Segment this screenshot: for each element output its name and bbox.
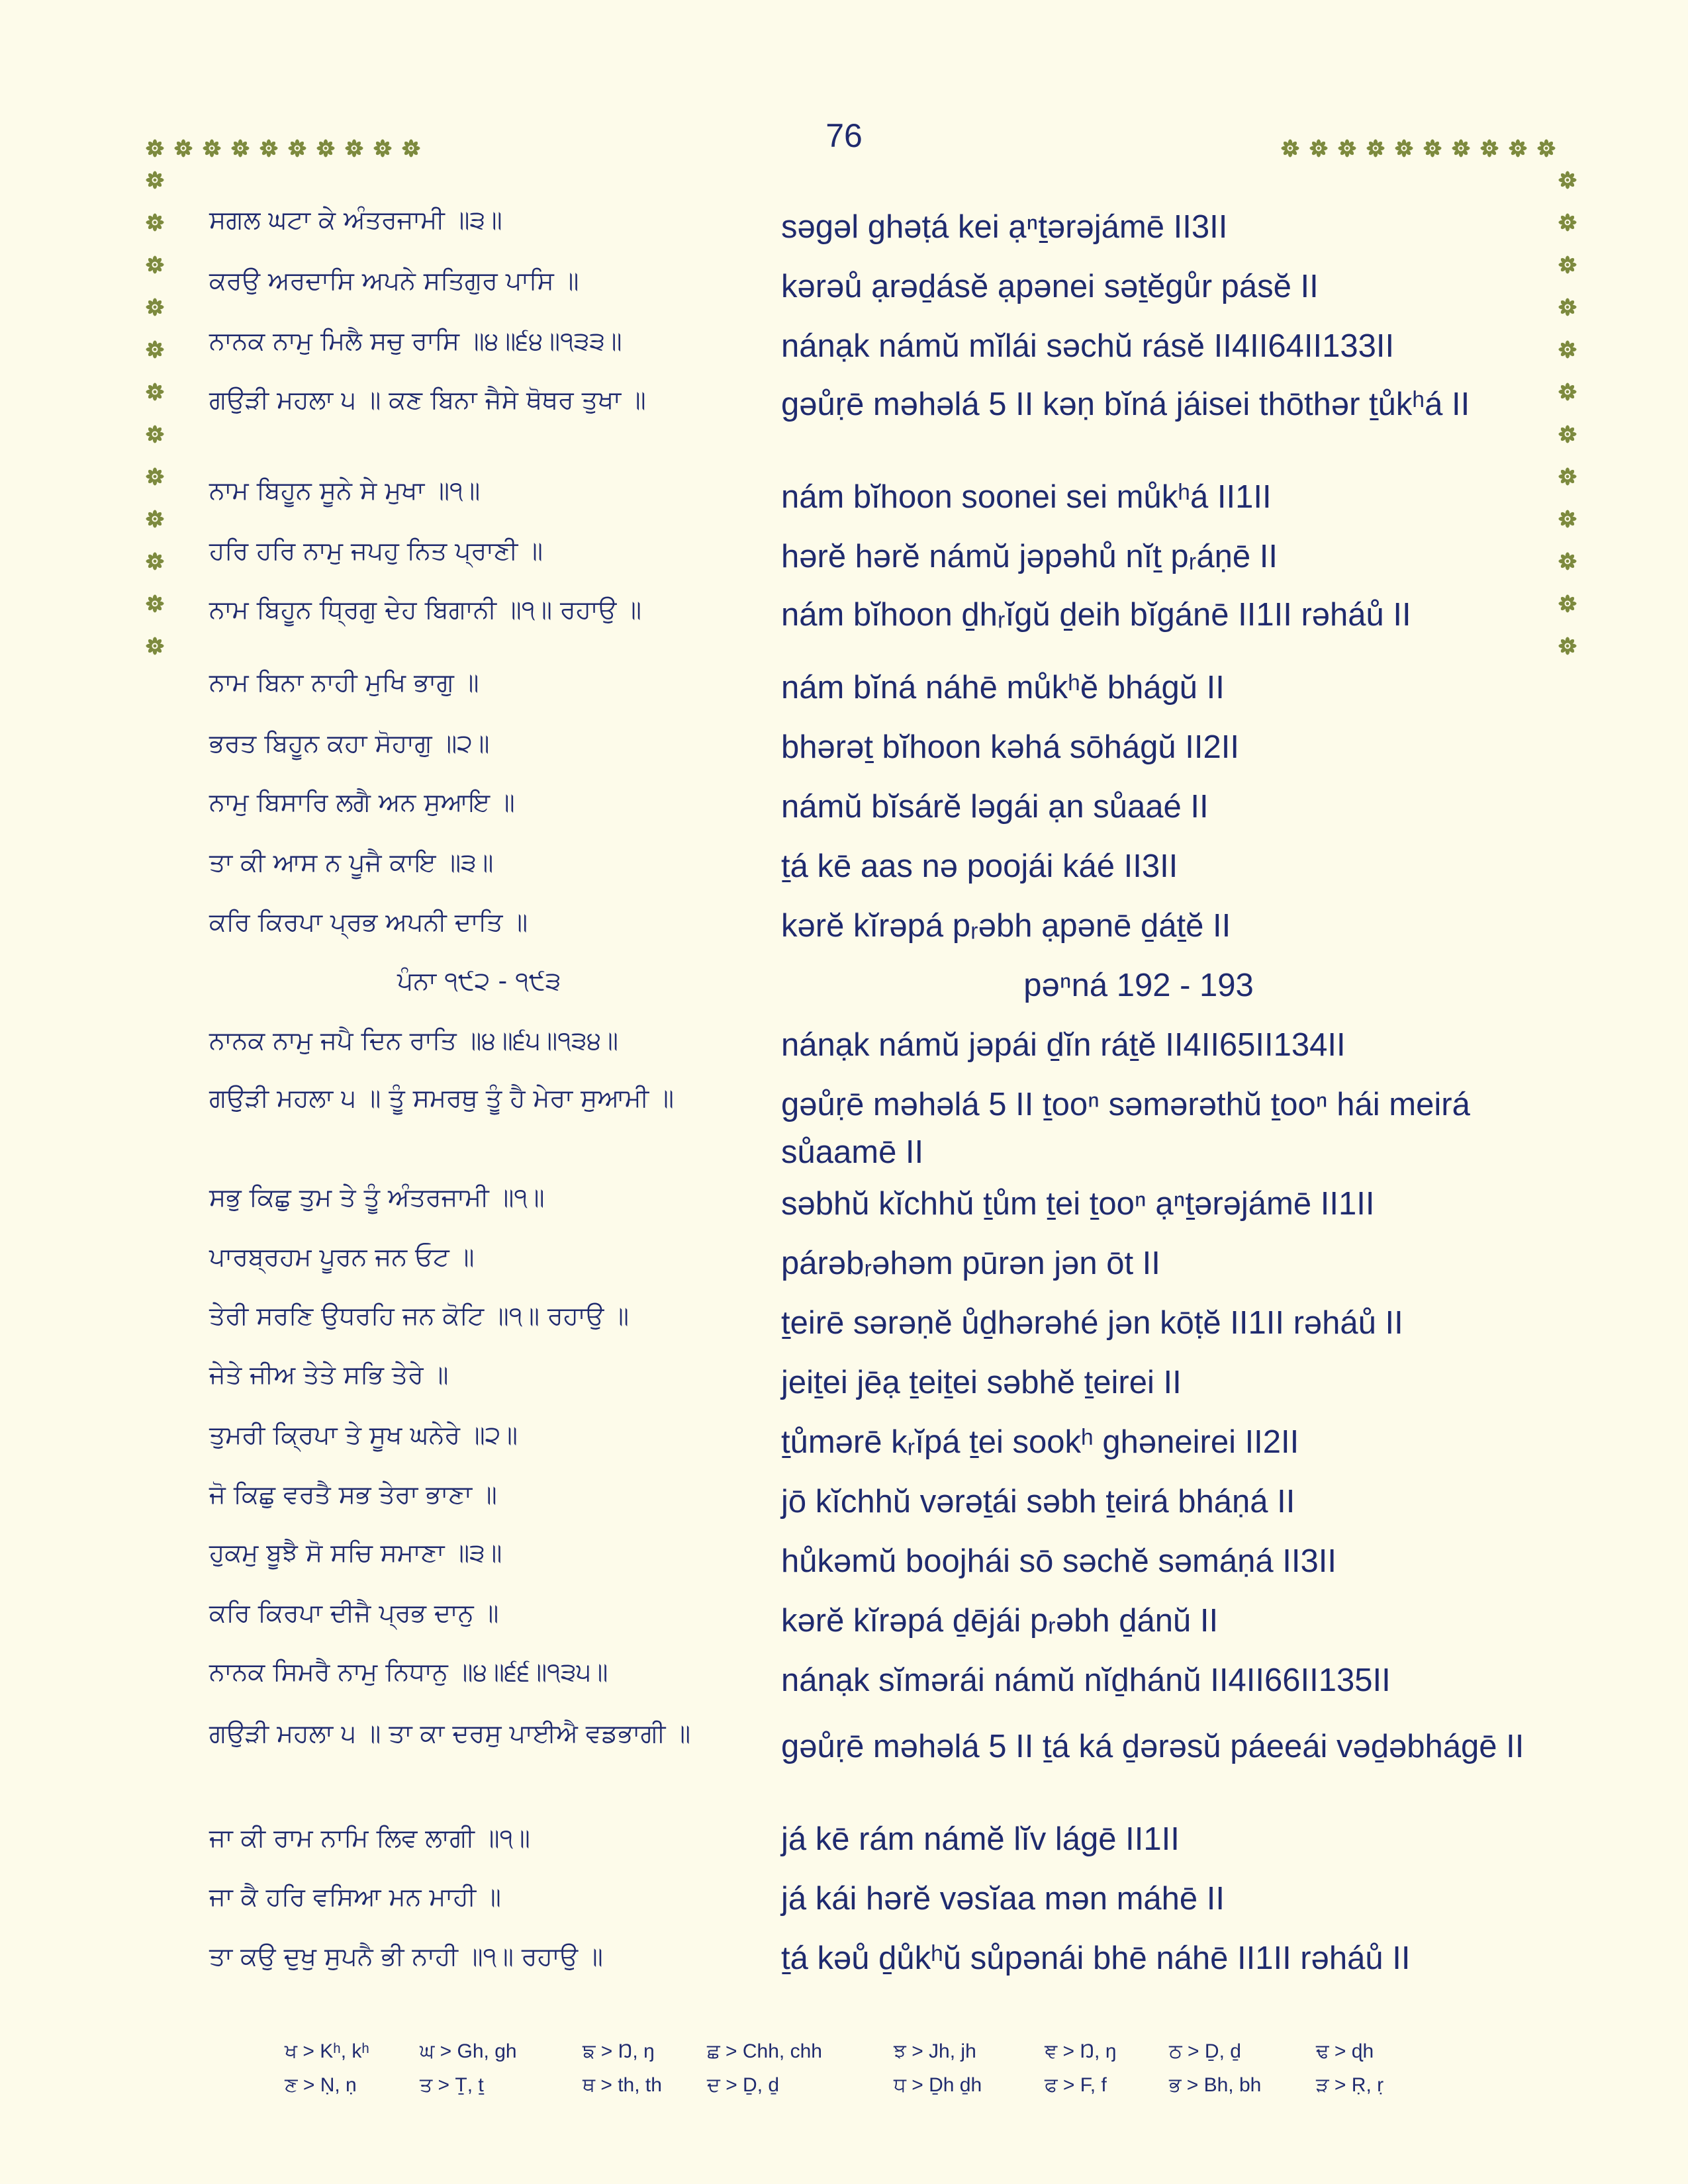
flower-ornament-icon: [316, 139, 335, 158]
flower-ornament-icon: [259, 139, 278, 158]
flower-ornament-icon: [1452, 139, 1470, 158]
gurmukhi-line: ਭਰਤ ਬਿਹੂਨ ਕਹਾ ਸੋਹਾਗੁ ॥੨॥: [209, 729, 490, 758]
legend-entry: ਠ > Ḏ, ḏ: [1169, 2040, 1241, 2062]
flower-ornament-icon: [146, 552, 164, 570]
transliteration-line: hůkəmŭ boojhái sō səchĕ səmáṇá II3II: [781, 1543, 1336, 1579]
transliteration-line: gəůṛē məhəlá 5 II kəṇ bĭná jáisei thōthər ṯůkʰá II: [781, 387, 1470, 422]
transliteration-line: ṯá kəů ḏůkʰŭ sůpənái bhē náhē II1II rəháů II: [781, 1940, 1411, 1976]
flower-ornament-icon: [146, 139, 164, 158]
legend-entry: ਤ > Ṯ, ṯ: [420, 2074, 484, 2096]
transliteration-line: ṯeirē sərəṇĕ ůḏhərəhé jən kōṭĕ II1II rəháů II: [781, 1305, 1403, 1341]
transliteration-line: səbhŭ kĭchhŭ ṯům ṯei ṯooⁿ ạⁿṯərəjámē II1II: [781, 1186, 1375, 1222]
flower-ornament-icon: [1558, 340, 1577, 359]
gurmukhi-line: ਗਉੜੀ ਮਹਲਾ ੫ ॥ ਤਾ ਕਾ ਦਰਸੁ ਪਾਈਐ ਵਡਭਾਗੀ ॥: [209, 1719, 691, 1748]
gurmukhi-line: ਜੋ ਕਿਛੁ ਵਰਤੈ ਸਭ ਤੇਰਾ ਭਾਣਾ ॥: [209, 1480, 497, 1509]
gurmukhi-line: ਨਾਮ ਬਿਨਾ ਨਾਹੀ ਮੁਖਿ ਭਾਗੁ ॥: [209, 668, 479, 697]
flower-ornament-icon: [1558, 255, 1577, 274]
flower-ornament-icon: [288, 139, 306, 158]
gurmukhi-line: ਹੁਕਮੁ ਬੂਝੈ ਸੋ ਸਚਿ ਸਮਾਣਾ ॥੩॥: [209, 1538, 502, 1567]
legend-entry: ਫ > F, f: [1045, 2074, 1107, 2096]
gurmukhi-line: ਗਉੜੀ ਮਹਲਾ ੫ ॥ ਕਣ ਬਿਨਾ ਜੈਸੇ ਥੋਥਰ ਤੁਖਾ ॥: [209, 385, 646, 414]
transliteration-line: pəⁿná 192 - 193: [1023, 968, 1254, 1003]
flower-ornament-icon: [146, 383, 164, 401]
legend-entry: ੜ > Ṛ, ṛ: [1316, 2074, 1384, 2096]
flower-ornament-icon: [402, 139, 420, 158]
legend-entry: ਣ > Ṇ, ṇ: [285, 2074, 357, 2096]
gurmukhi-line: ਤੇਰੀ ਸਰਣਿ ਉਧਰਹਿ ਜਨ ਕੋਟਿ ॥੧॥ ਰਹਾਉ ॥: [209, 1301, 630, 1330]
gurmukhi-line: ਪੰਨਾ ੧੯੨ - ੧੯੩: [397, 966, 561, 995]
gurmukhi-line: ਤਾ ਕਉ ਦੁਖੁ ਸੁਪਨੈ ਭੀ ਨਾਹੀ ॥੧॥ ਰਹਾਉ ॥: [209, 1942, 603, 1971]
legend-entry: ਙ > Ŋ, ŋ: [583, 2040, 655, 2062]
flower-ornament-icon: [146, 637, 164, 655]
gurmukhi-line: ਜਾ ਕੈ ਹਰਿ ਵਸਿਆ ਮਨ ਮਾਹੀ ॥: [209, 1882, 501, 1911]
transliteration-line: kərĕ kĭrəpá pᵣəbh ạpənē ḏáṯĕ II: [781, 908, 1231, 944]
legend-entry: ਭ > Bh, bh: [1169, 2074, 1262, 2096]
legend-entry: ਞ > Ŋ, ŋ: [1045, 2040, 1117, 2062]
transliteration-line: hərĕ hərĕ námŭ jəpəhů nĭṯ pᵣáṇē II: [781, 539, 1278, 574]
flower-ornament-icon: [1338, 139, 1356, 158]
transliteration-line: námŭ bĭsárĕ ləgái ạn sůaaé II: [781, 789, 1209, 825]
flower-ornament-icon: [1423, 139, 1442, 158]
flower-ornament-icon: [146, 255, 164, 274]
transliteration-line: já kái hərĕ vəsĭaa mən máhē II: [781, 1881, 1225, 1917]
flower-ornament-icon: [1558, 425, 1577, 443]
transliteration-line: já kē rám námĕ lĭv lágē II1II: [781, 1821, 1180, 1857]
flower-ornament-icon: [1558, 171, 1577, 189]
gurmukhi-line: ਜੇਤੇ ਜੀਅ ਤੇਤੇ ਸਭਿ ਤੇਰੇ ॥: [209, 1360, 449, 1389]
flower-ornament-icon: [1558, 467, 1577, 486]
legend-entry: ਖ > Kʰ, kʰ: [285, 2040, 369, 2062]
transliteration-line: gəůṛē məhəlá 5 II ṯá ká ḏərəsŭ páeeái vəḏəbhágē II: [781, 1729, 1524, 1764]
flower-ornament-icon: [1537, 139, 1556, 158]
transliteration-line: kərəů ạrəḏásĕ ạpənei səṯĕgůr pásĕ II: [781, 269, 1319, 304]
transliteration-line: kərĕ kĭrəpá ḏējái pᵣəbh ḏánŭ II: [781, 1603, 1219, 1639]
transliteration-line: nám bĭhoon ḏhᵣĭgŭ ḏeih bĭgánē II1II rəháů II: [781, 597, 1411, 633]
flower-ornament-icon: [1558, 298, 1577, 316]
gurmukhi-line: ਤੁਮਰੀ ਕ੍ਰਿਪਾ ਤੇ ਸੂਖ ਘਨੇਰੇ ॥੨॥: [209, 1420, 518, 1449]
gurmukhi-line: ਪਾਰਬ੍ਰਹਮ ਪੂਰਨ ਜਨ ਓਟ ॥: [209, 1242, 475, 1271]
legend-entry: ਦ > Ḏ, ḏ: [707, 2074, 780, 2096]
flower-ornament-icon: [1558, 510, 1577, 528]
gurmukhi-line: ਨਾਨਕ ਨਾਮੁ ਮਿਲੈ ਸਚੁ ਰਾਸਿ ॥੪॥੬੪॥੧੩੩॥: [209, 326, 622, 355]
legend-entry: ਢ > ɖh: [1316, 2040, 1374, 2062]
transliteration-line: bhərəṯ bĭhoon kəhá sōhágŭ II2II: [781, 729, 1239, 765]
gurmukhi-line: ਹਰਿ ਹਰਿ ਨਾਮੁ ਜਪਹੁ ਨਿਤ ਪ੍ਰਾਣੀ ॥: [209, 536, 543, 565]
flower-ornament-icon: [146, 467, 164, 486]
flower-ornament-icon: [146, 425, 164, 443]
gurmukhi-line: ਨਾਨਕ ਨਾਮੁ ਜਪੈ ਦਿਨ ਰਾਤਿ ॥੪॥੬੫॥੧੩੪॥: [209, 1026, 618, 1055]
flower-ornament-icon: [1509, 139, 1527, 158]
flower-ornament-icon: [1558, 383, 1577, 401]
transliteration-line: nánạk námŭ jəpái ḏĭn ráṯĕ II4II65II134II: [781, 1027, 1346, 1063]
flower-ornament-icon: [231, 139, 250, 158]
transliteration-line: ṯá kē aas nə poojái káé II3II: [781, 848, 1178, 884]
flower-ornament-icon: [1281, 139, 1299, 158]
flower-ornament-icon: [1480, 139, 1499, 158]
gurmukhi-line: ਕਰਉ ਅਰਦਾਸਿ ਅਪਨੇ ਸਤਿਗੁਰ ਪਾਸਿ ॥: [209, 266, 579, 295]
transliteration-line: jō kĭchhŭ vərəṯái səbh ṯeirá bháṇá II: [781, 1484, 1295, 1520]
flower-ornament-icon: [1558, 552, 1577, 570]
legend-entry: ਛ > Chh, chh: [707, 2040, 822, 2062]
gurmukhi-line: ਸਭੁ ਕਿਛੁ ਤੁਮ ਤੇ ਤੂੰ ਅੰਤਰਜਾਮੀ ॥੧॥: [209, 1183, 545, 1212]
flower-ornament-icon: [1395, 139, 1413, 158]
transliteration-line: párəbᵣəhəm pūrən jən ōt II: [781, 1246, 1160, 1281]
transliteration-line: jeiṯei jēạ ṯeiṯei səbhĕ ṯeirei II: [781, 1365, 1182, 1400]
gurmukhi-line: ਨਾਮ ਬਿਹੂਨ ਧ੍ਰਿਗੁ ਦੇਹ ਬਿਗਾਨੀ ॥੧॥ ਰਹਾਉ ॥: [209, 595, 642, 624]
transliteration-line: səgəl ghəṭá kei ạⁿṯərəjámē II3II: [781, 209, 1228, 245]
flower-ornament-icon: [146, 171, 164, 189]
gurmukhi-line: ਕਰਿ ਕਿਰਪਾ ਪ੍ਰਭ ਅਪਨੀ ਦਾਤਿ ॥: [209, 907, 528, 936]
legend-entry: ਝ > Jh, jh: [894, 2040, 976, 2062]
flower-ornament-icon: [146, 594, 164, 613]
transliteration-line: nám bĭná náhē můkʰĕ bhágŭ II: [781, 670, 1225, 705]
page-number: 76: [825, 117, 863, 154]
gurmukhi-line: ਨਾਨਕ ਸਿਮਰੈ ਨਾਮੁ ਨਿਧਾਨੁ ॥੪॥੬੬॥੧੩੫॥: [209, 1657, 608, 1686]
gurmukhi-line: ਸਗਲ ਘਟਾ ਕੇ ਅੰਤਰਜਾਮੀ ॥੩॥: [209, 205, 502, 234]
legend-entry: ਧ > Ḏh ḏh: [894, 2074, 982, 2096]
transliteration-line: nánạk námŭ mĭlái səchŭ rásĕ II4II64II133II: [781, 328, 1395, 364]
flower-ornament-icon: [1309, 139, 1328, 158]
transliteration-line: nám bĭhoon soonei sei můkʰá II1II: [781, 479, 1272, 515]
flower-ornament-icon: [1558, 594, 1577, 613]
flower-ornament-icon: [146, 213, 164, 232]
flower-ornament-icon: [203, 139, 221, 158]
gurmukhi-line: ਨਾਮ ਬਿਹੂਨ ਸੂਨੇ ਸੇ ਮੁਖਾ ॥੧॥: [209, 476, 481, 505]
transliteration-line: nánạk sĭmərái námŭ nĭḏhánŭ II4II66II135II: [781, 1662, 1391, 1698]
flower-ornament-icon: [345, 139, 363, 158]
flower-ornament-icon: [1558, 637, 1577, 655]
gurmukhi-line: ਗਉੜੀ ਮਹਲਾ ੫ ॥ ਤੂੰ ਸਮਰਥੁ ਤੂੰ ਹੈ ਮੇਰਾ ਸੁਆਮੀ ॥: [209, 1083, 674, 1113]
gurmukhi-line: ਕਰਿ ਕਿਰਪਾ ਦੀਜੈ ਪ੍ਰਭ ਦਾਨੁ ॥: [209, 1598, 499, 1627]
flower-ornament-icon: [146, 510, 164, 528]
gurmukhi-line: ਤਾ ਕੀ ਆਸ ਨ ਪੂਜੈ ਕਾਇ ॥੩॥: [209, 848, 494, 877]
gurmukhi-line: ਨਾਮੁ ਬਿਸਾਰਿ ਲਗੈ ਅਨ ਸੁਆਇ ॥: [209, 788, 515, 817]
legend-entry: ਥ > th, th: [583, 2074, 662, 2096]
transliteration-line: ṯůmərē kᵣĭpá ṯei sookʰ ghəneirei II2II: [781, 1424, 1299, 1460]
flower-ornament-icon: [1558, 213, 1577, 232]
legend-entry: ਘ > Gh, gh: [420, 2040, 517, 2062]
flower-ornament-icon: [1366, 139, 1385, 158]
flower-ornament-icon: [146, 340, 164, 359]
flower-ornament-icon: [174, 139, 193, 158]
transliteration-line: gəůṛē məhəlá 5 II ṯooⁿ səmərəthŭ ṯooⁿ hái meirá sůaamē II: [781, 1087, 1470, 1170]
flower-ornament-icon: [373, 139, 392, 158]
flower-ornament-icon: [146, 298, 164, 316]
gurmukhi-line: ਜਾ ਕੀ ਰਾਮ ਨਾਮਿ ਲਿਵ ਲਾਗੀ ॥੧॥: [209, 1823, 530, 1852]
